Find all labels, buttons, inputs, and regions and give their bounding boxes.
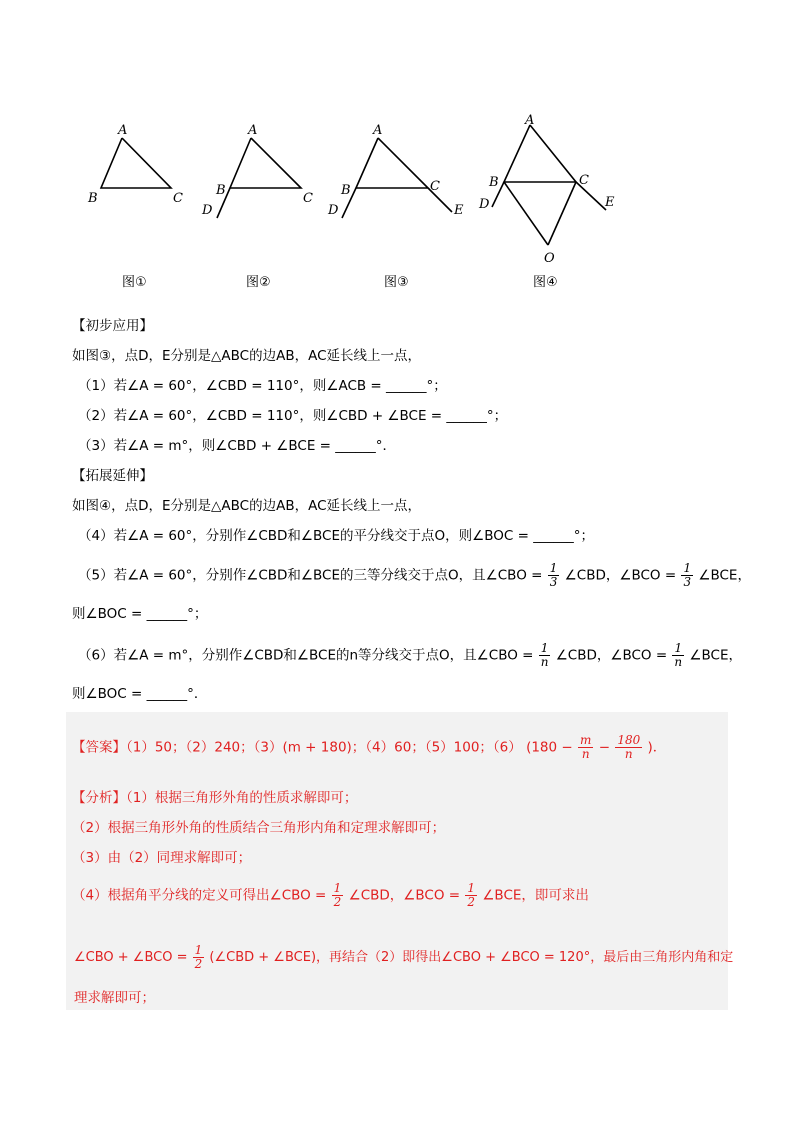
- fig4-label-e: E: [605, 195, 615, 210]
- answer-6-pre: (180 −: [526, 739, 573, 756]
- analysis-5-frac: [193, 944, 205, 971]
- triangle-figures: [70, 110, 630, 300]
- question-2: （2）若∠A = 60°，∠CBD = 110°，则∠CBD + ∠BCE = ______°；: [78, 408, 508, 424]
- fig4-triangle: [504, 125, 576, 182]
- analysis-line-4: [72, 882, 589, 909]
- fig2-label-a: A: [248, 123, 258, 138]
- answer-label: 【答案】: [72, 739, 126, 756]
- q6-frac1-num: 1: [540, 641, 549, 655]
- analysis-4-frac1: [332, 882, 344, 909]
- answer-6-frac1-num: m: [580, 733, 592, 747]
- section1-title: 【初步应用】: [72, 318, 153, 334]
- fig3-label-a: A: [373, 123, 383, 138]
- analysis-4-frac1-den: 2: [333, 895, 342, 909]
- caption-fig4: 图④: [533, 275, 558, 290]
- question-6-line2: 则∠BOC = ______°．: [72, 686, 208, 702]
- analysis-5-frac-num: 1: [194, 943, 203, 957]
- fig3-label-b: B: [341, 183, 351, 198]
- fig4-line-co: [548, 182, 576, 245]
- answer-6-frac2-den: n: [624, 747, 633, 761]
- analysis-4-frac2: [465, 882, 477, 909]
- fig4-label-b: B: [489, 175, 499, 190]
- answer-6-post: )．: [647, 739, 667, 756]
- analysis-5-frac-den: 2: [194, 957, 203, 971]
- fig4-label-d: D: [479, 197, 490, 212]
- q5-frac2-num: 1: [683, 561, 692, 575]
- figures-svg: [70, 110, 630, 300]
- question-6: [78, 642, 742, 669]
- q6-frac2-den: n: [674, 655, 683, 669]
- fig4-label-o: O: [544, 251, 555, 266]
- answer-6-mid: −: [598, 739, 611, 756]
- answer-6-frac1: [578, 734, 593, 761]
- section1-intro: 如图③，点D，E分别是△ABC的边AB，AC延长线上一点，: [72, 348, 422, 364]
- fig4-label-a: A: [525, 113, 535, 128]
- fig3-label-e: E: [454, 203, 464, 218]
- q6-frac2-num: 1: [674, 641, 683, 655]
- q6-frac1-den: n: [540, 655, 549, 669]
- analysis-line-2: （2）根据三角形外角的性质结合三角形内角和定理求解即可；: [72, 820, 446, 836]
- question-5: [78, 562, 751, 589]
- analysis-line-3: （3）由（2）同理求解即可；: [72, 850, 252, 866]
- fig1-triangle: [101, 138, 171, 188]
- q5-frac2-den: 3: [683, 575, 692, 589]
- analysis-4-b: ∠CBD，∠BCO =: [348, 887, 461, 904]
- q6-fraction-1: [539, 642, 551, 669]
- q6-text-a: （6）若∠A = m°，分别作∠CBD和∠BCE的n等分线交于点O，且∠CBO =: [78, 647, 534, 664]
- analysis-4-c: ∠BCE，即可求出: [482, 887, 589, 904]
- answer-6-frac2-num: 180: [617, 733, 641, 747]
- q5-fraction-1: [548, 562, 560, 589]
- fig1-label-a: A: [118, 123, 128, 138]
- fig4-line-bo: [504, 182, 548, 245]
- answer-line: [72, 734, 666, 761]
- fig2-label-d: D: [202, 203, 213, 218]
- fig3-triangle: [356, 138, 428, 188]
- caption-fig2: 图②: [246, 275, 271, 290]
- analysis-line-5: [74, 944, 733, 971]
- fig4-label-c: C: [579, 173, 589, 188]
- fig1-label-b: B: [88, 191, 98, 206]
- q5-text-b: ∠CBD，∠BCO =: [564, 567, 677, 584]
- analysis-4-frac2-num: 1: [467, 881, 476, 895]
- q6-text-b: ∠CBD，∠BCO =: [555, 647, 668, 664]
- q5-text-c: ∠BCE，: [698, 567, 751, 584]
- question-3: （3）若∠A = m°，则∠CBD + ∠BCE = ______°．: [78, 438, 397, 454]
- analysis-4-a: （4）根据角平分线的定义可得出∠CBO =: [72, 887, 327, 904]
- question-5-line2: 则∠BOC = ______°；: [72, 606, 208, 622]
- section2-title: 【拓展延伸】: [72, 468, 153, 484]
- analysis-5-b: (∠CBD + ∠BCE)，再结合（2）即得出∠CBO + ∠BCO = 120°，最后由三角形内角和定: [209, 950, 734, 965]
- fig2-label-b: B: [216, 183, 226, 198]
- q6-fraction-2: [672, 642, 684, 669]
- section2-intro: 如图④，点D，E分别是△ABC的边AB，AC延长线上一点，: [72, 498, 422, 514]
- analysis-label: 【分析】: [72, 790, 126, 806]
- fig3-label-d: D: [328, 203, 339, 218]
- fig2-label-c: C: [303, 191, 313, 206]
- question-1: （1）若∠A = 60°，∠CBD = 110°，则∠ACB = ______°；: [78, 378, 447, 394]
- analysis-text-1: （1）根据三角形外角的性质求解即可；: [126, 790, 358, 806]
- analysis-5-a: ∠CBO + ∠BCO =: [74, 950, 188, 965]
- caption-fig3: 图③: [384, 275, 409, 290]
- q6-text-c: ∠BCE，: [689, 647, 742, 664]
- question-4: （4）若∠A = 60°，分别作∠CBD和∠BCE的平分线交于点O，则∠BOC = ______°；: [78, 528, 594, 544]
- q5-text-a: （5）若∠A = 60°，分别作∠CBD和∠BCE的三等分线交于点O，且∠CBO =: [78, 567, 543, 584]
- q5-frac1-num: 1: [549, 561, 558, 575]
- q5-frac1-den: 3: [549, 575, 558, 589]
- analysis-line-1: [72, 788, 357, 808]
- analysis-4-frac1-num: 1: [333, 881, 342, 895]
- caption-fig1: 图①: [122, 275, 147, 290]
- q5-fraction-2: [681, 562, 693, 589]
- answer-6-frac1-den: n: [581, 747, 590, 761]
- answer-6-frac2: [615, 734, 642, 761]
- answer-items: （1）50；（2）240；（3）(m + 180)；（4）60；（5）100；（6）: [126, 739, 522, 756]
- fig2-triangle: [230, 138, 301, 188]
- analysis-line-6: 理求解即可；: [74, 990, 155, 1006]
- analysis-4-frac2-den: 2: [467, 895, 476, 909]
- fig1-label-c: C: [173, 191, 183, 206]
- fig3-label-c: C: [430, 179, 440, 194]
